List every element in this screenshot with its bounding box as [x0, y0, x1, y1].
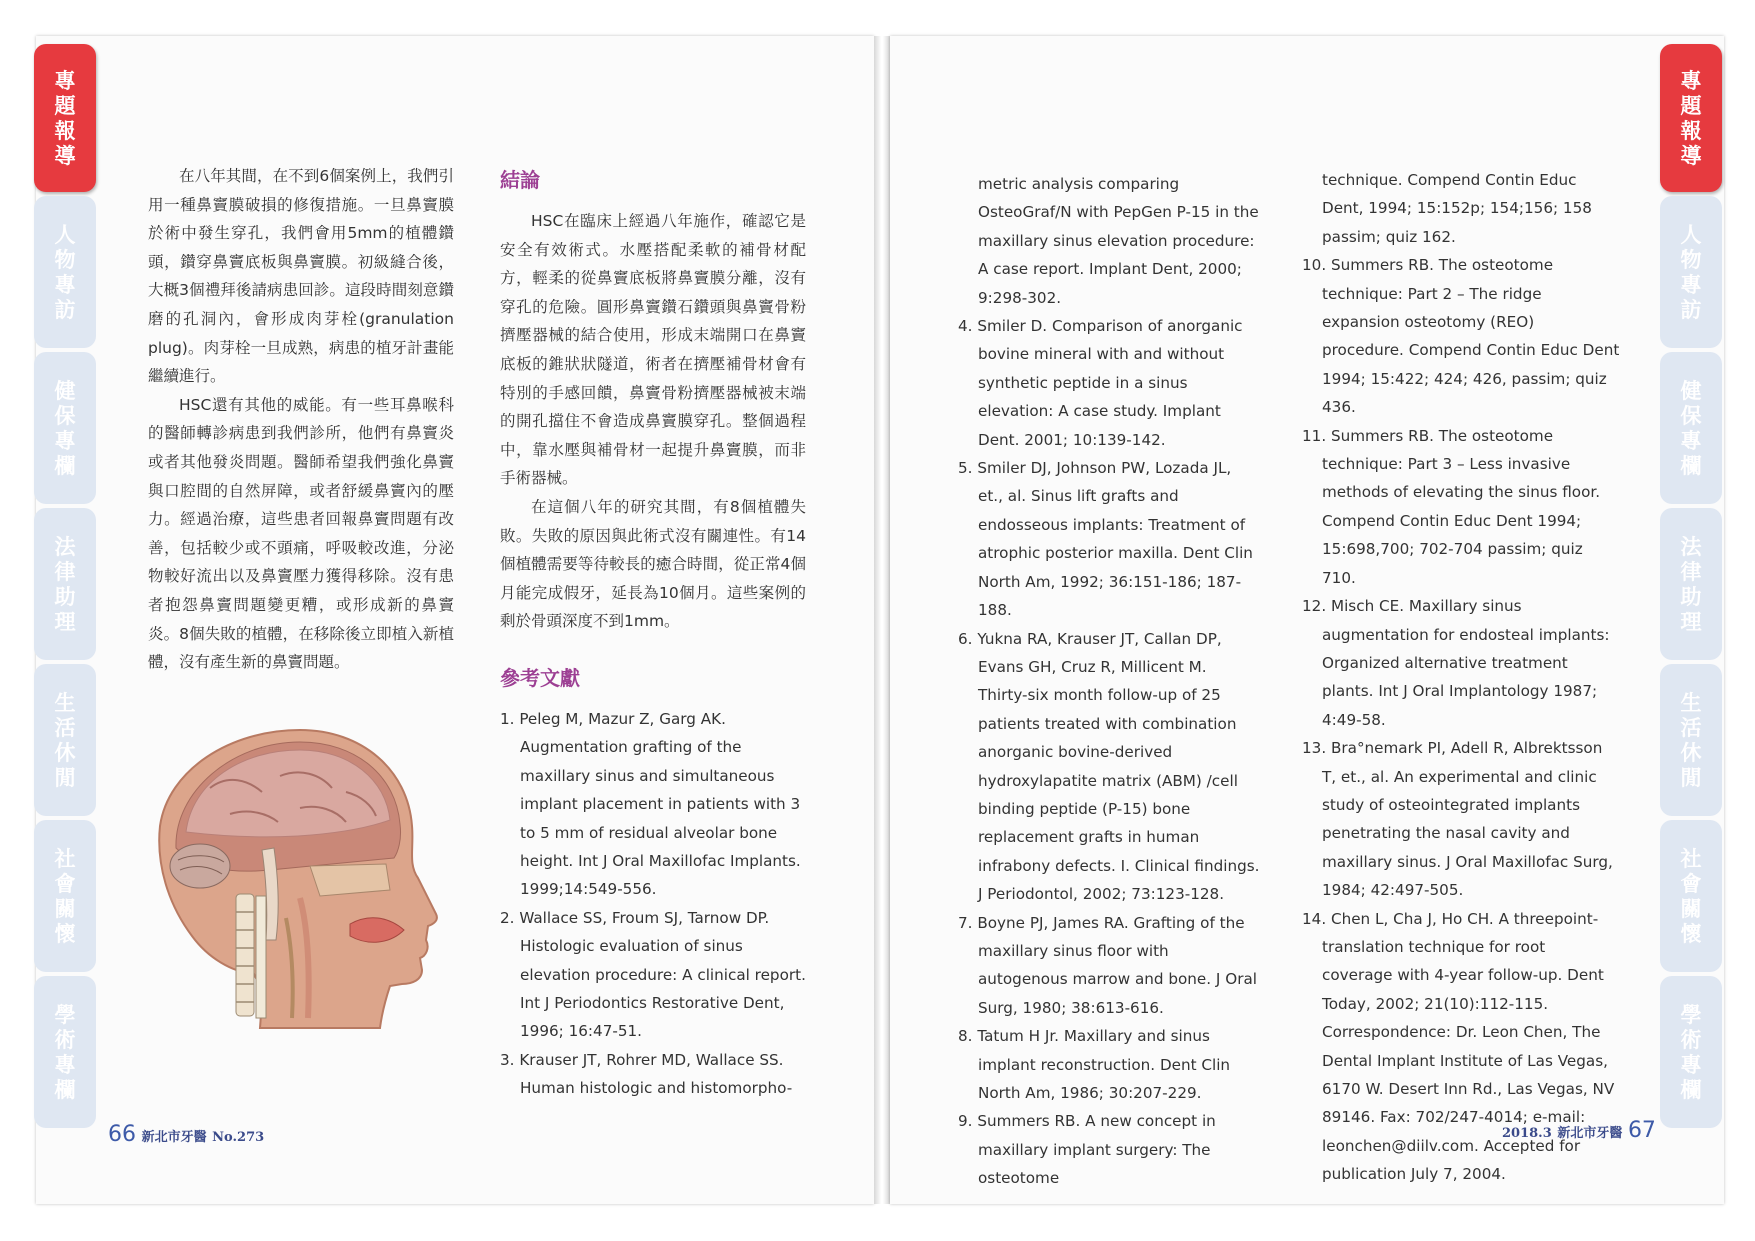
right-page-footer: [1502, 1118, 1656, 1143]
section-tab[interactable]: 學術專欄: [34, 976, 96, 1128]
reference-item: 5. Smiler DJ, Johnson PW, Lozada JL, et., al. Sinus lift grafts and endosseous implants: Treatment of atrophic posterior maxilla. Dent Clin North Am, 1992; 36:151-186; 187-188.: [958, 459, 1253, 620]
head-sagittal-figure: [150, 718, 440, 1036]
left-section-tabs: [34, 44, 96, 1132]
body-paragraph: 在這個八年的研究其間，有8個植體失敗。失敗的原因與此術式沒有關連性。有14個植體需要等待較長的癒合時間，從正常4個月能完成假牙，延長為10個月。這些案例的剩於骨頭深度不到1mm。: [500, 497, 806, 631]
body-paragraph: HSC在臨床上經過八年施作，確認它是安全有效術式。水壓搭配柔軟的補骨材配方，輕柔的從鼻竇底板將鼻竇膜分離，沒有穿孔的危險。圓形鼻竇鑽石鑽頭與鼻竇骨粉擠壓器械的結合使用，形成末端開口在鼻竇底板的錐狀狀隧道，術者在擠壓補骨材會有特別的手感回饋，鼻竇骨粉擠壓器械被末端的開孔擋住不會造成鼻竇膜穿孔。整個過程中，靠水壓與補骨材一起提升鼻竇膜，而非手術器械。: [500, 212, 806, 488]
references-heading: 參考文獻: [500, 665, 580, 690]
conclusion-heading: 結論: [500, 168, 540, 192]
right-col1: [958, 170, 1260, 1193]
reference-item: 2. Wallace SS, Froum SJ, Tarnow DP. Histologic evaluation of sinus elevation procedure: A clinical report. Int J Periodontics Restorative Dent, 1996; 16:47-51.: [500, 908, 806, 1041]
reference-item: 12. Misch CE. Maxillary sinus augmentation for endosteal implants: Organized alternative treatment plants. Int J Oral Implantology 1987; 4:49-58.: [1302, 597, 1610, 729]
section-tab[interactable]: 社會關懷: [1660, 820, 1722, 972]
reference-item: 7. Boyne PJ, James RA. Grafting of the maxillary sinus floor with autogenous marrow and bone. J Oral Surg, 1980; 38:613-616.: [958, 913, 1257, 1017]
page-number: 66: [108, 1122, 136, 1147]
issue-date: 2018.3: [1502, 1126, 1552, 1141]
book-gutter: [874, 36, 890, 1204]
right-col2: [1302, 166, 1623, 1189]
references-list: [1302, 166, 1623, 1189]
section-tab[interactable]: 專題報導: [1660, 44, 1722, 192]
issue-number: No.273: [212, 1130, 265, 1145]
body-paragraph: HSC還有其他的威能。有一些耳鼻喉科的醫師轉診病患到我們診所，他們有鼻竇炎或者其他發炎問題。醫師希望我們強化鼻竇與口腔間的自然屏障，或者舒緩鼻竇內的壓力。經過治療，這些患者回報鼻竇問題有改善，包括較少或不頭痛，呼吸較改進，分泌物較好流出以及鼻竇壓力獲得移除。沒有患者抱怨鼻竇問題變更糟，或形成新的鼻竇炎。8個失敗的植體，在移除後立即植入新植體，沒有產生新的鼻竇問題。: [148, 395, 454, 672]
section-tab[interactable]: 生活休閒: [1660, 664, 1722, 816]
section-tab[interactable]: 法律助理: [34, 508, 96, 660]
right-section-tabs: [1660, 44, 1722, 1132]
reference-item: metric analysis comparing OsteoGraf/N with PepGen P-15 in the maxillary sinus elevation procedure: A case report. Implant Dent, 2000; 9:298-302.: [978, 175, 1259, 307]
reference-item: 13. Bra°nemark PI, Adell R, Albrektsson T, et., al. An experimental and clinic study of osteointegrated implants penetrating the nasal cavity and maxillary sinus. J Oral Maxillofac Surg, 1984; 42:497-505.: [1302, 739, 1613, 900]
left-col2: [500, 164, 806, 1103]
reference-item: 1. Peleg M, Mazur Z, Garg AK. Augmentation grafting of the maxillary sinus and simultaneous implant placement in patients with 3 to 5 mm of residual alveolar bone height. Int J Oral Maxillofac Implants. 1999;14:549-556.: [500, 709, 801, 899]
reference-item: 3. Krauser JT, Rohrer MD, Wallace SS. Human histologic and histomorpho-: [500, 1050, 793, 1098]
publication-name: 新北市牙醫: [141, 1130, 207, 1145]
section-tab[interactable]: 社會關懷: [34, 820, 96, 972]
section-tab[interactable]: 人物專訪: [1660, 196, 1722, 348]
reference-item: 6. Yukna RA, Krauser JT, Callan DP, Evans GH, Cruz R, Millicent M. Thirty-six month follow-up of 25 patients treated with combination anorganic bovine-derived hydroxylapatite matrix (ABM) /cell binding peptide (P-15) bone replacement grafts in human infrabony defects. I. Clinical findings. J Periodontol, 2002; 73:123-128.: [958, 629, 1260, 904]
section-tab[interactable]: 法律助理: [1660, 508, 1722, 660]
reference-item: 8. Tatum H Jr. Maxillary and sinus implant reconstruction. Dent Clin North Am, 1986; 30:207-229.: [958, 1027, 1231, 1102]
reference-item: 14. Chen L, Cha J, Ho CH. A threepoint-translation technique for root coverage with 4-year follow-up. Dent Today, 2002; 21(10):112-115. Correspondence: Dr. Leon Chen, The Dental Implant Institute of Las Vegas, 6170 W. Desert Inn Rd., Las Vegas, NV 89146. Fax: 702/247-4014; e-mail: leonchen@diilv.com. Accepted for publication July 7, 2004.: [1302, 909, 1615, 1184]
section-tab[interactable]: 專題報導: [34, 44, 96, 192]
reference-item: technique. Compend Contin Educ Dent, 1994; 15:152p; 154;156; 158 passim; quiz 162.: [1322, 171, 1592, 246]
references-list: [958, 170, 1260, 1193]
reference-item: 4. Smiler D. Comparison of anorganic bovine mineral with and without synthetic peptide in a sinus elevation: A case study. Implant Dent. 2001; 10:139-142.: [958, 317, 1243, 449]
section-tab[interactable]: 學術專欄: [1660, 976, 1722, 1128]
section-tab[interactable]: 人物專訪: [34, 196, 96, 348]
section-tab[interactable]: 生活休閒: [34, 664, 96, 816]
left-page-footer: [108, 1122, 264, 1147]
publication-name: 新北市牙醫: [1557, 1126, 1623, 1141]
section-tab[interactable]: 健保專欄: [1660, 352, 1722, 504]
page-number: 67: [1627, 1118, 1656, 1143]
reference-item: 10. Summers RB. The osteotome technique: Part 2 – The ridge expansion osteotomy (REO) procedure. Compend Contin Educ Dent 1994; 15:422; 424; 426, passim; quiz 436.: [1302, 256, 1620, 417]
references-list: [500, 705, 806, 1103]
conclusion-text: [500, 207, 806, 636]
left-col1-text: [148, 162, 454, 677]
section-tab[interactable]: 健保專欄: [34, 352, 96, 504]
body-paragraph: 在八年其間，在不到6個案例上，我們引用一種鼻竇膜破損的修復措施。一旦鼻竇膜於術中發生穿孔，我們會用5mm的植體鑽頭，鑽穿鼻竇底板與鼻竇膜。初級縫合後，大概3個禮拜後請病患回診。這段時間刻意鑽磨的孔洞內，會形成肉芽栓(granulation plug)。肉芽栓一旦成熟，病患的植牙計畫能繼續進行。: [148, 167, 454, 386]
reference-item: 9. Summers RB. A new concept in maxillary implant surgery: The osteotome: [958, 1112, 1216, 1188]
reference-item: 11. Summers RB. The osteotome technique: Part 3 – Less invasive methods of elevating the sinus floor. Compend Contin Educ Dent 1994; 15:698,700; 702-704 passim; quiz 710.: [1302, 426, 1601, 587]
